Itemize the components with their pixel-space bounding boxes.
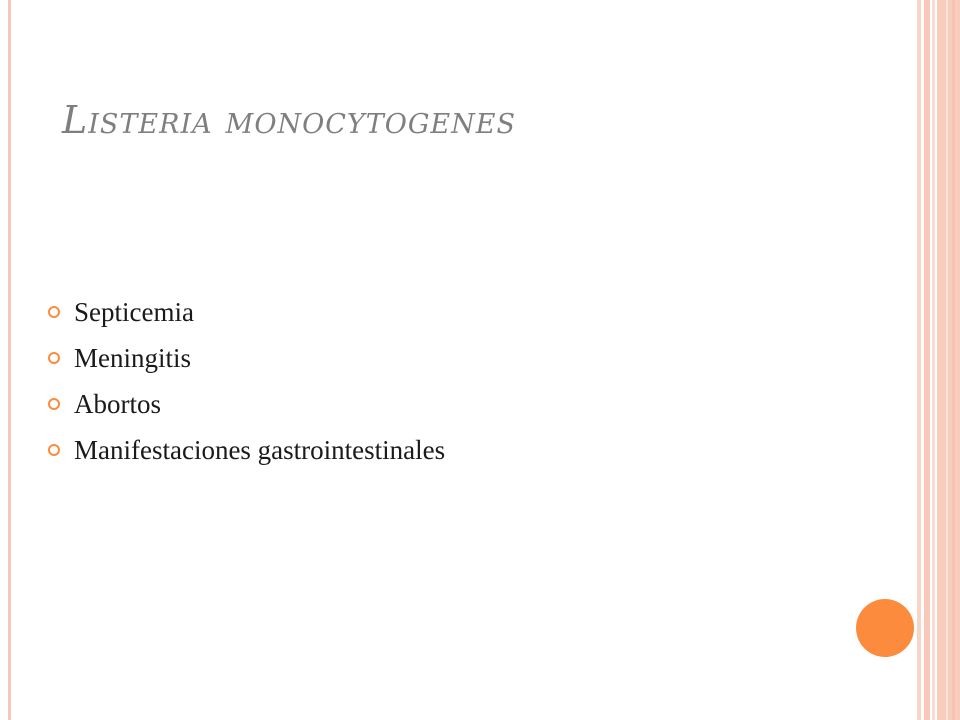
accent-circle (856, 599, 914, 657)
bullet-text: Manifestaciones gastrointestinales (74, 435, 446, 465)
right-stripe (917, 0, 921, 720)
right-stripe (946, 0, 948, 720)
ring-bullet-icon (47, 397, 61, 411)
bullet-text: Meningitis (74, 343, 192, 373)
right-stripe (932, 0, 935, 720)
right-stripe (937, 0, 960, 720)
bullet-text: Abortos (74, 389, 161, 419)
right-stripe (924, 0, 930, 720)
left-border-line (8, 0, 11, 720)
ring-bullet-icon (47, 305, 61, 319)
right-stripe (952, 0, 955, 720)
ring-bullet-icon (47, 443, 61, 457)
bullet-text: Septicemia (74, 297, 194, 327)
slide-title: Listeria monocytogenes (62, 98, 516, 142)
ring-bullet-icon (47, 351, 61, 365)
